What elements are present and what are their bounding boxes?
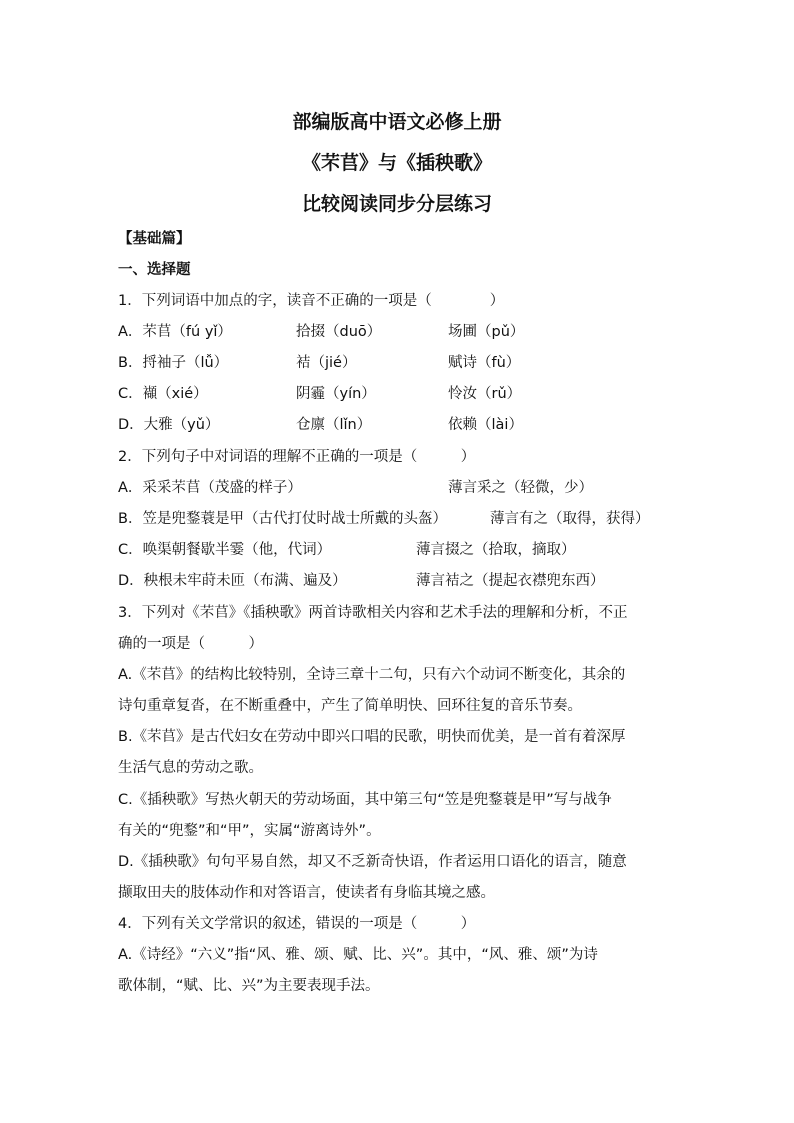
q4-option-a-line1: A.《诗经》“六义”指“风、雅、颂、赋、比、兴”。其中，“风、雅、颂”为诗 [118, 947, 598, 963]
q1-b-word2: 袺（jié） [296, 355, 357, 371]
q1-d-word3: 依赖（lài） [448, 417, 523, 433]
q3-stem-line1: 3．下列对《芣苢》《插秧歌》两首诗歌相关内容和艺术手法的理解和分析，不正 [118, 605, 628, 621]
doc-subtitle: 《芣苢》与《插秧歌》 [301, 152, 492, 174]
q4-option-a-line2: 歌体制，“赋、比、兴”为主要表现手法。 [118, 978, 380, 994]
q2-d-right: 薄言袺之（提起衣襟兜东西） [416, 573, 605, 589]
q1-c-word2: 阴霾（yín） [296, 386, 376, 402]
q3-option-d-line1: D.《插秧歌》句句平易自然，却又不乏新奇快语，作者运用口语化的语言，随意 [118, 854, 627, 870]
doc-title: 部编版高中语文必修上册 [292, 111, 502, 133]
q3-option-a-line2: 诗句重章复沓，在不断重叠中，产生了简单明快、回环往复的音乐节奏。 [118, 698, 582, 714]
q3-option-c-line1: C.《插秧歌》写热火朝天的劳动场面，其中第三句“笠是兜鍪蓑是甲”写与战争 [118, 792, 612, 808]
q2-d-left: D．秧根未牢莳未匝（布满、遍及） [118, 573, 347, 589]
q1-a-word3: 场圃（pǔ） [448, 324, 525, 340]
q2-c-right: 薄言掇之（拾取，摘取） [416, 542, 576, 558]
q2-a-left: A．采采芣苢（茂盛的样子） [118, 480, 302, 496]
q3-stem-line2: 确的一项是（ ） [118, 636, 263, 652]
q3-option-c-line2: 有关的“兜鍪”和“甲”，实属“游离诗外”。 [118, 823, 381, 839]
section-part: 一、选择题 [118, 262, 191, 278]
q2-c-left: C．唤渠朝餐歇半霎（他，代词） [118, 542, 332, 558]
section-level: 【基础篇】 [118, 231, 191, 247]
q3-option-b-line1: B.《芣苢》是古代妇女在劳动中即兴口唱的民歌，明快而优美，是一首有着深厚 [118, 729, 626, 745]
q3-option-d-line2: 撷取田夫的肢体动作和对答语言，使读者有身临其境之感。 [118, 885, 495, 901]
q1-c-word1: C．襭（xié） [118, 386, 208, 402]
q3-option-b-line2: 生活气息的劳动之歌。 [118, 760, 263, 776]
q1-stem: 1．下列词语中加点的字，读音不正确的一项是（ ） [118, 293, 505, 309]
q2-b-left: B．笠是兜鍪蓑是甲（古代打仗时战士所戴的头盔） [118, 511, 447, 527]
q2-b-right: 薄言有之（取得，获得） [490, 511, 650, 527]
q2-a-right: 薄言采之（轻微，少） [448, 480, 593, 496]
q1-d-word2: 仓廪（lǐn） [296, 417, 372, 433]
q1-a-word1: A．芣苢（fú yǐ） [118, 324, 232, 340]
q1-d-word1: D．大雅（yǔ） [118, 417, 220, 433]
q1-b-word1: B．捋袖子（lǚ） [118, 355, 229, 371]
q1-a-word2: 拾掇（duō） [296, 324, 382, 340]
q1-b-word3: 赋诗（fù） [448, 355, 521, 371]
q2-stem: 2．下列句子中对词语的理解不正确的一项是（ ） [118, 449, 476, 465]
q4-stem: 4．下列有关文学常识的叙述，错误的一项是（ ） [118, 916, 476, 932]
q1-c-word3: 怜汝（rǔ） [448, 386, 522, 402]
q3-option-a-line1: A.《芣苢》的结构比较特别，全诗三章十二句，只有六个动词不断变化，其余的 [118, 667, 626, 683]
doc-heading: 比较阅读同步分层练习 [301, 193, 492, 215]
